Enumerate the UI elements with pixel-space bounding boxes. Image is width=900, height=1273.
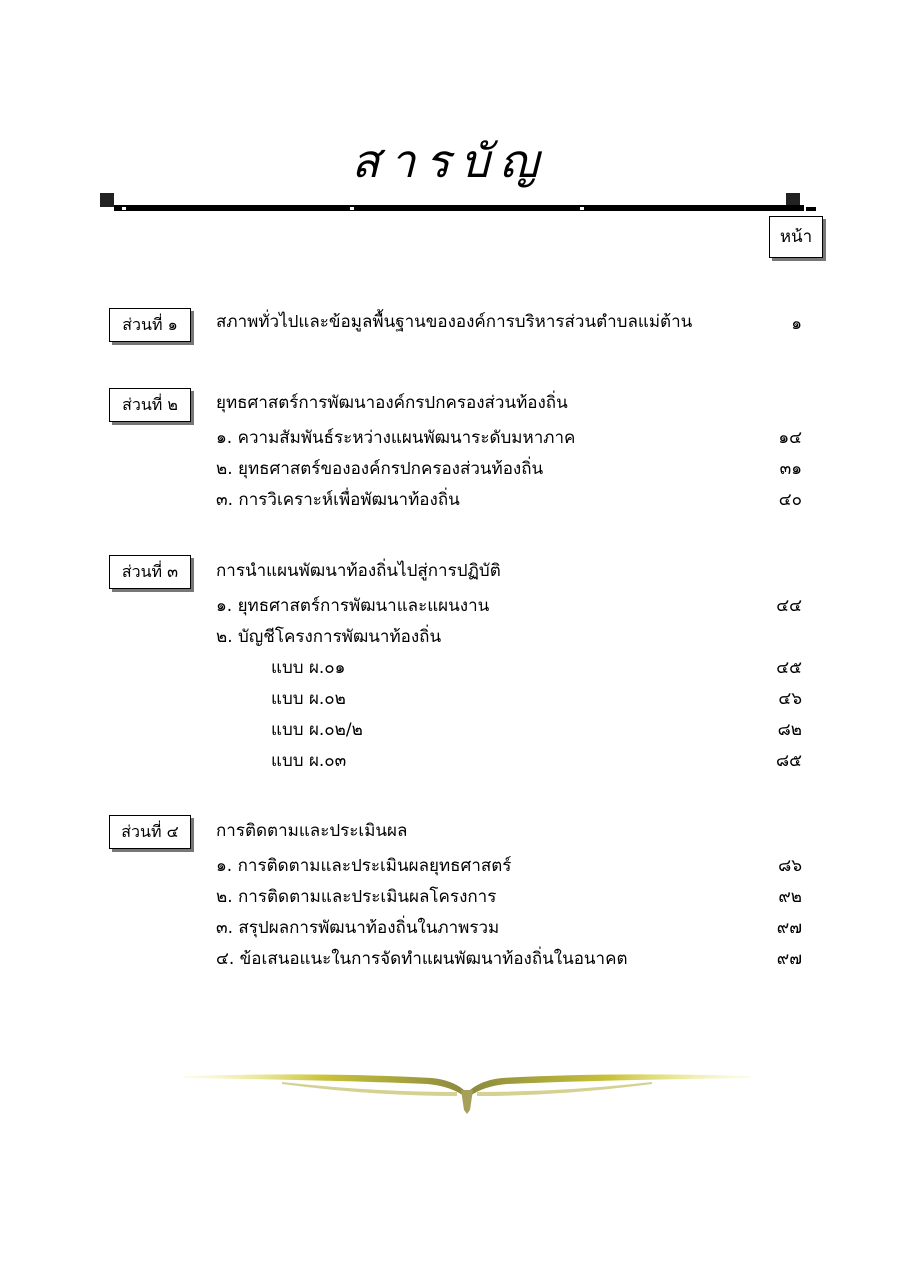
toc-item-page: ๓๑ bbox=[779, 459, 802, 479]
toc-subitem-page: ๔๕ bbox=[776, 658, 802, 678]
toc-item-page: ๙๒ bbox=[778, 887, 802, 907]
toc-subitem: แบบ ผ.๐๒ bbox=[271, 689, 346, 709]
toc-item: ๑. ยุทธศาสตร์การพัฒนาและแผนงาน bbox=[216, 596, 490, 616]
section-4-title: การติดตามและประเมินผล bbox=[216, 821, 408, 841]
toc-item: ๑. ความสัมพันธ์ระหว่างแผนพัฒนาระดับมหาภาค bbox=[216, 428, 576, 448]
section-1-title: สภาพทั่วไปและข้อมูลพื้นฐานขององค์การบริหารส่วนตำบลแม่ต้าน bbox=[216, 312, 693, 332]
page-column-header: หน้า bbox=[769, 216, 823, 258]
toc-subitem-page: ๘๕ bbox=[776, 751, 802, 771]
toc-item: ๑. การติดตามและประเมินผลยุทธศาสตร์ bbox=[216, 856, 512, 876]
toc-subitem-page: ๘๒ bbox=[777, 720, 802, 740]
section-1-badge: ส่วนที่ ๑ bbox=[109, 308, 191, 342]
toc-item-page: ๑๔ bbox=[778, 428, 802, 448]
book-ornament-icon bbox=[182, 1062, 752, 1114]
toc-item-page: ๔๐ bbox=[778, 490, 802, 510]
toc-item-page: ๙๗ bbox=[776, 949, 802, 969]
toc-item: ๓. สรุปผลการพัฒนาท้องถิ่นในภาพรวม bbox=[216, 918, 500, 938]
section-3-title: การนำแผนพัฒนาท้องถิ่นไปสู่การปฏิบัติ bbox=[216, 561, 501, 581]
toc-subitem-page: ๔๖ bbox=[778, 689, 802, 709]
toc-item: ๓. การวิเคราะห์เพื่อพัฒนาท้องถิ่น bbox=[216, 490, 460, 510]
toc-item: ๒. การติดตามและประเมินผลโครงการ bbox=[216, 887, 497, 907]
toc-item-page: ๔๔ bbox=[776, 596, 802, 616]
page-title: สารบัญ bbox=[351, 134, 549, 188]
toc-item: ๔. ข้อเสนอแนะในการจัดทำแผนพัฒนาท้องถิ่นในอนาคต bbox=[216, 949, 628, 969]
section-4-badge: ส่วนที่ ๔ bbox=[109, 815, 191, 849]
section-1-page: ๑ bbox=[791, 314, 802, 334]
section-3-badge: ส่วนที่ ๓ bbox=[109, 555, 191, 589]
section-2-badge: ส่วนที่ ๒ bbox=[109, 388, 191, 422]
toc-item: ๒. บัญชีโครงการพัฒนาท้องถิ่น bbox=[216, 627, 442, 647]
toc-subitem: แบบ ผ.๐๓ bbox=[271, 751, 347, 771]
toc-item: ๒. ยุทธศาสตร์ขององค์กรปกครองส่วนท้องถิ่น bbox=[216, 459, 544, 479]
toc-item-page: ๘๖ bbox=[778, 856, 802, 876]
toc-item-page: ๙๗ bbox=[776, 918, 802, 938]
section-2-title: ยุทธศาสตร์การพัฒนาองค์กรปกครองส่วนท้องถิ่น bbox=[216, 393, 568, 413]
toc-subitem: แบบ ผ.๐๑ bbox=[271, 658, 346, 678]
title-divider bbox=[100, 193, 818, 215]
toc-subitem: แบบ ผ.๐๒/๒ bbox=[271, 720, 363, 740]
